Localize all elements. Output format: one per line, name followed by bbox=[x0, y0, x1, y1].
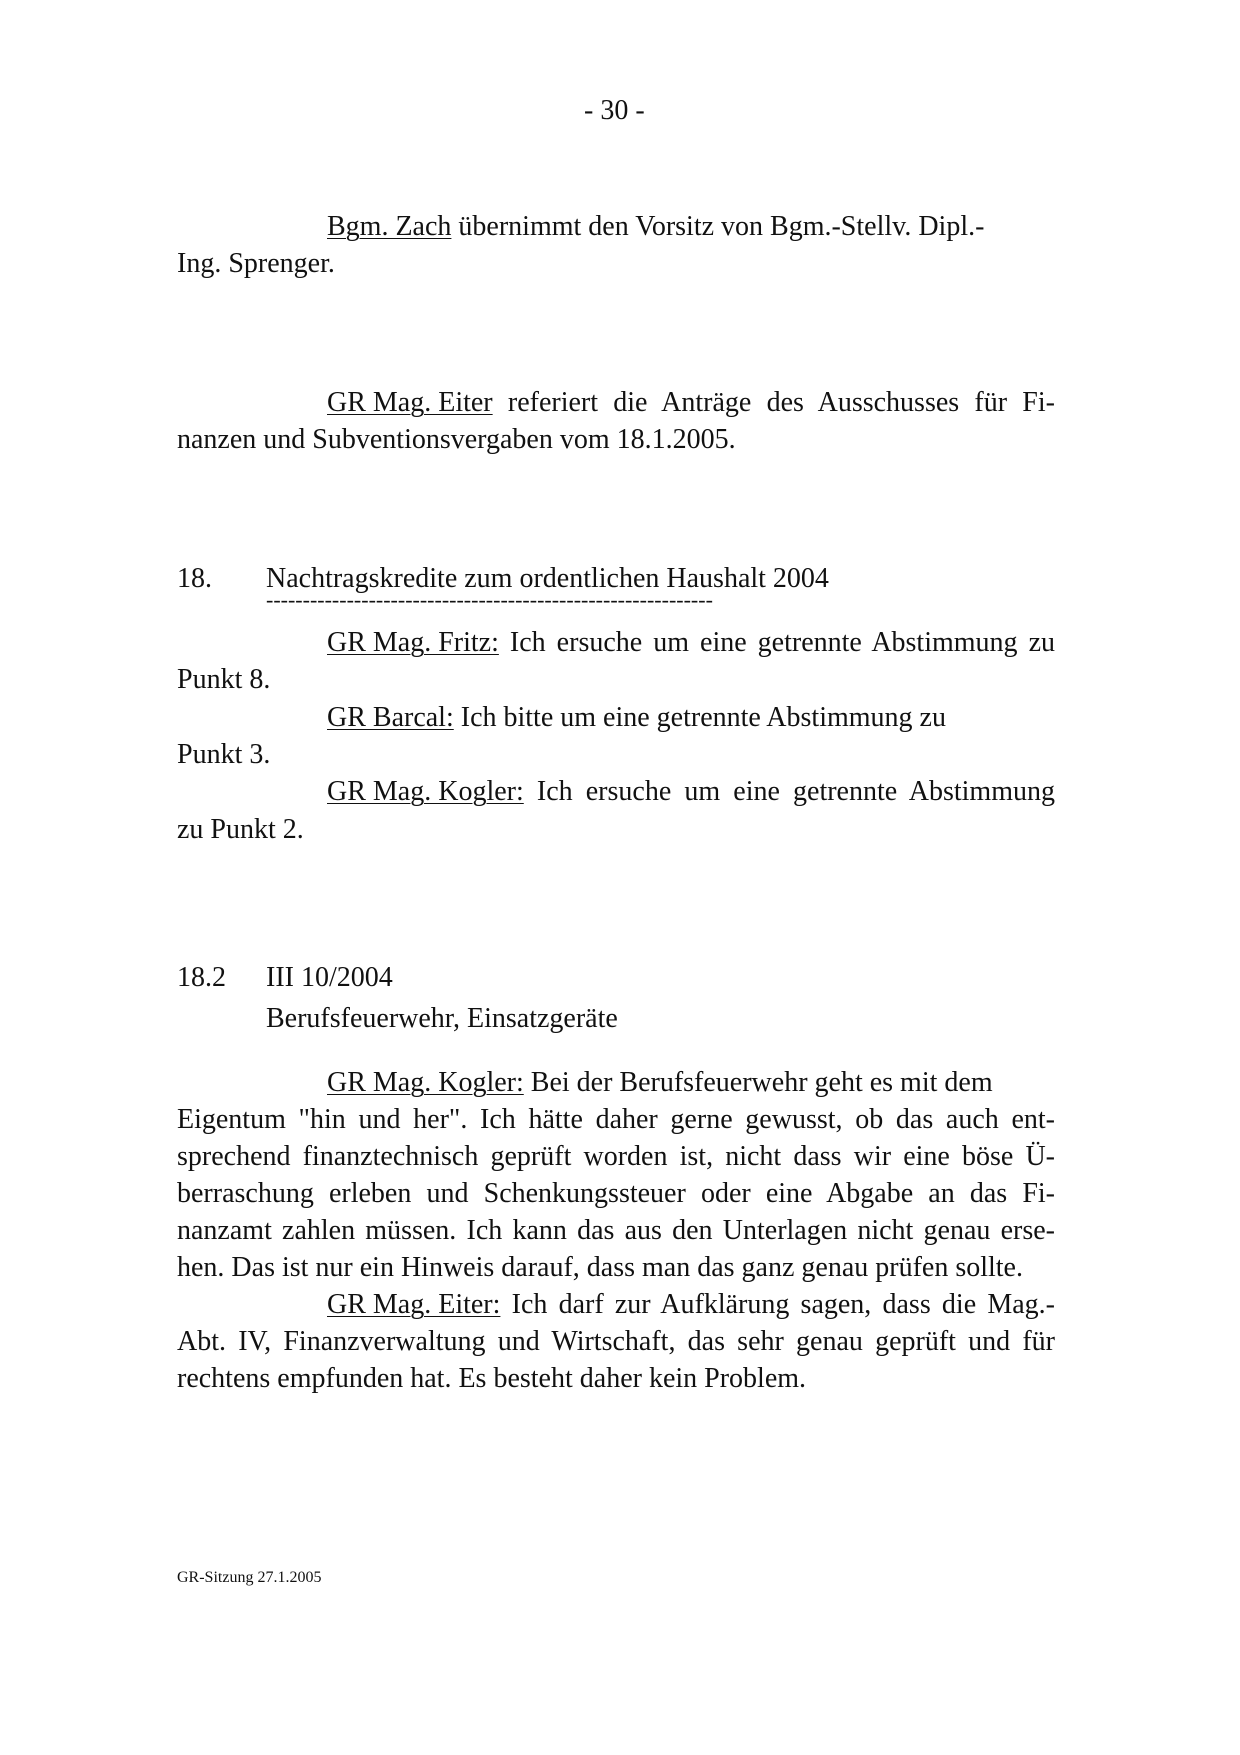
paragraph-line bbox=[327, 208, 984, 245]
statement-text: Ich bitte um eine getrennte Abstimmung zu bbox=[453, 702, 946, 733]
statement-line bbox=[327, 773, 1055, 810]
speaker-name: GR Mag. Eiter: bbox=[327, 1289, 501, 1320]
statement-line: Abt. IV, Finanzverwaltung und Wirtschaft, das sehr genau geprüft und für bbox=[177, 1326, 1055, 1357]
statement-line bbox=[327, 1064, 993, 1101]
page-footer: GR-Sitzung 27.1.2005 bbox=[177, 1569, 322, 1586]
paragraph-text: referiert die Anträge des Ausschusses für Fi- bbox=[492, 387, 1055, 418]
speaker-name: Bgm. Zach bbox=[327, 211, 452, 242]
statement-text: Ich darf zur Aufklärung sagen, dass die Mag.- bbox=[500, 1289, 1055, 1320]
speaker-name: GR Mag. Fritz: bbox=[327, 627, 499, 658]
statement-line: sprechend finanztechnisch geprüft worden ist, nicht dass wir eine böse Ü- bbox=[177, 1141, 1055, 1172]
statement-line: berraschung erleben und Schenkungssteuer oder eine Abgabe an das Fi- bbox=[177, 1178, 1055, 1209]
statement-line bbox=[327, 1286, 1055, 1323]
item-number: 18. bbox=[177, 563, 212, 594]
paragraph-line: nanzen und Subventionsvergaben vom 18.1.2005. bbox=[177, 424, 736, 455]
statement-line: Punkt 3. bbox=[177, 739, 271, 770]
paragraph-line: Ing. Sprenger. bbox=[177, 248, 335, 279]
statement-line: Eigentum "hin und her". Ich hätte daher gerne gewusst, ob das auch ent- bbox=[177, 1104, 1055, 1135]
item-title: Nachtragskredite zum ordentlichen Haushalt 2004 bbox=[266, 563, 829, 594]
statement-line: zu Punkt 2. bbox=[177, 814, 304, 845]
statement-text: Bei der Berufsfeuerwehr geht es mit dem bbox=[523, 1067, 993, 1098]
statement-line: Punkt 8. bbox=[177, 664, 271, 695]
statement-line bbox=[327, 699, 946, 736]
item-subject: Berufsfeuerwehr, Einsatzgeräte bbox=[266, 1003, 618, 1034]
item-number: 18.2 bbox=[177, 962, 226, 993]
paragraph-text: übernimmt den Vorsitz von Bgm.-Stellv. Dipl.- bbox=[451, 211, 985, 242]
item-title-rule: ------------------------------------------------------------- bbox=[266, 587, 713, 612]
paragraph-line bbox=[327, 384, 1055, 421]
statement-text: Ich ersuche um eine getrennte Abstimmung zu bbox=[498, 627, 1055, 658]
speaker-name: GR Mag. Eiter bbox=[327, 387, 493, 418]
speaker-name: GR Barcal: bbox=[327, 702, 454, 733]
speaker-name: GR Mag. Kogler: bbox=[327, 776, 524, 807]
statement-text: Ich ersuche um eine getrennte Abstimmung bbox=[523, 776, 1055, 807]
statement-line: rechtens empfunden hat. Es besteht daher kein Problem. bbox=[177, 1363, 807, 1394]
statement-line: nanzamt zahlen müssen. Ich kann das aus den Unterlagen nicht genau erse- bbox=[177, 1215, 1055, 1246]
item-reference: III 10/2004 bbox=[266, 962, 393, 993]
statement-line bbox=[327, 624, 1055, 661]
page-number: - 30 - bbox=[584, 95, 645, 126]
speaker-name: GR Mag. Kogler: bbox=[327, 1067, 524, 1098]
statement-line: hen. Das ist nur ein Hinweis darauf, dass man das ganz genau prüfen sollte. bbox=[177, 1252, 1023, 1283]
